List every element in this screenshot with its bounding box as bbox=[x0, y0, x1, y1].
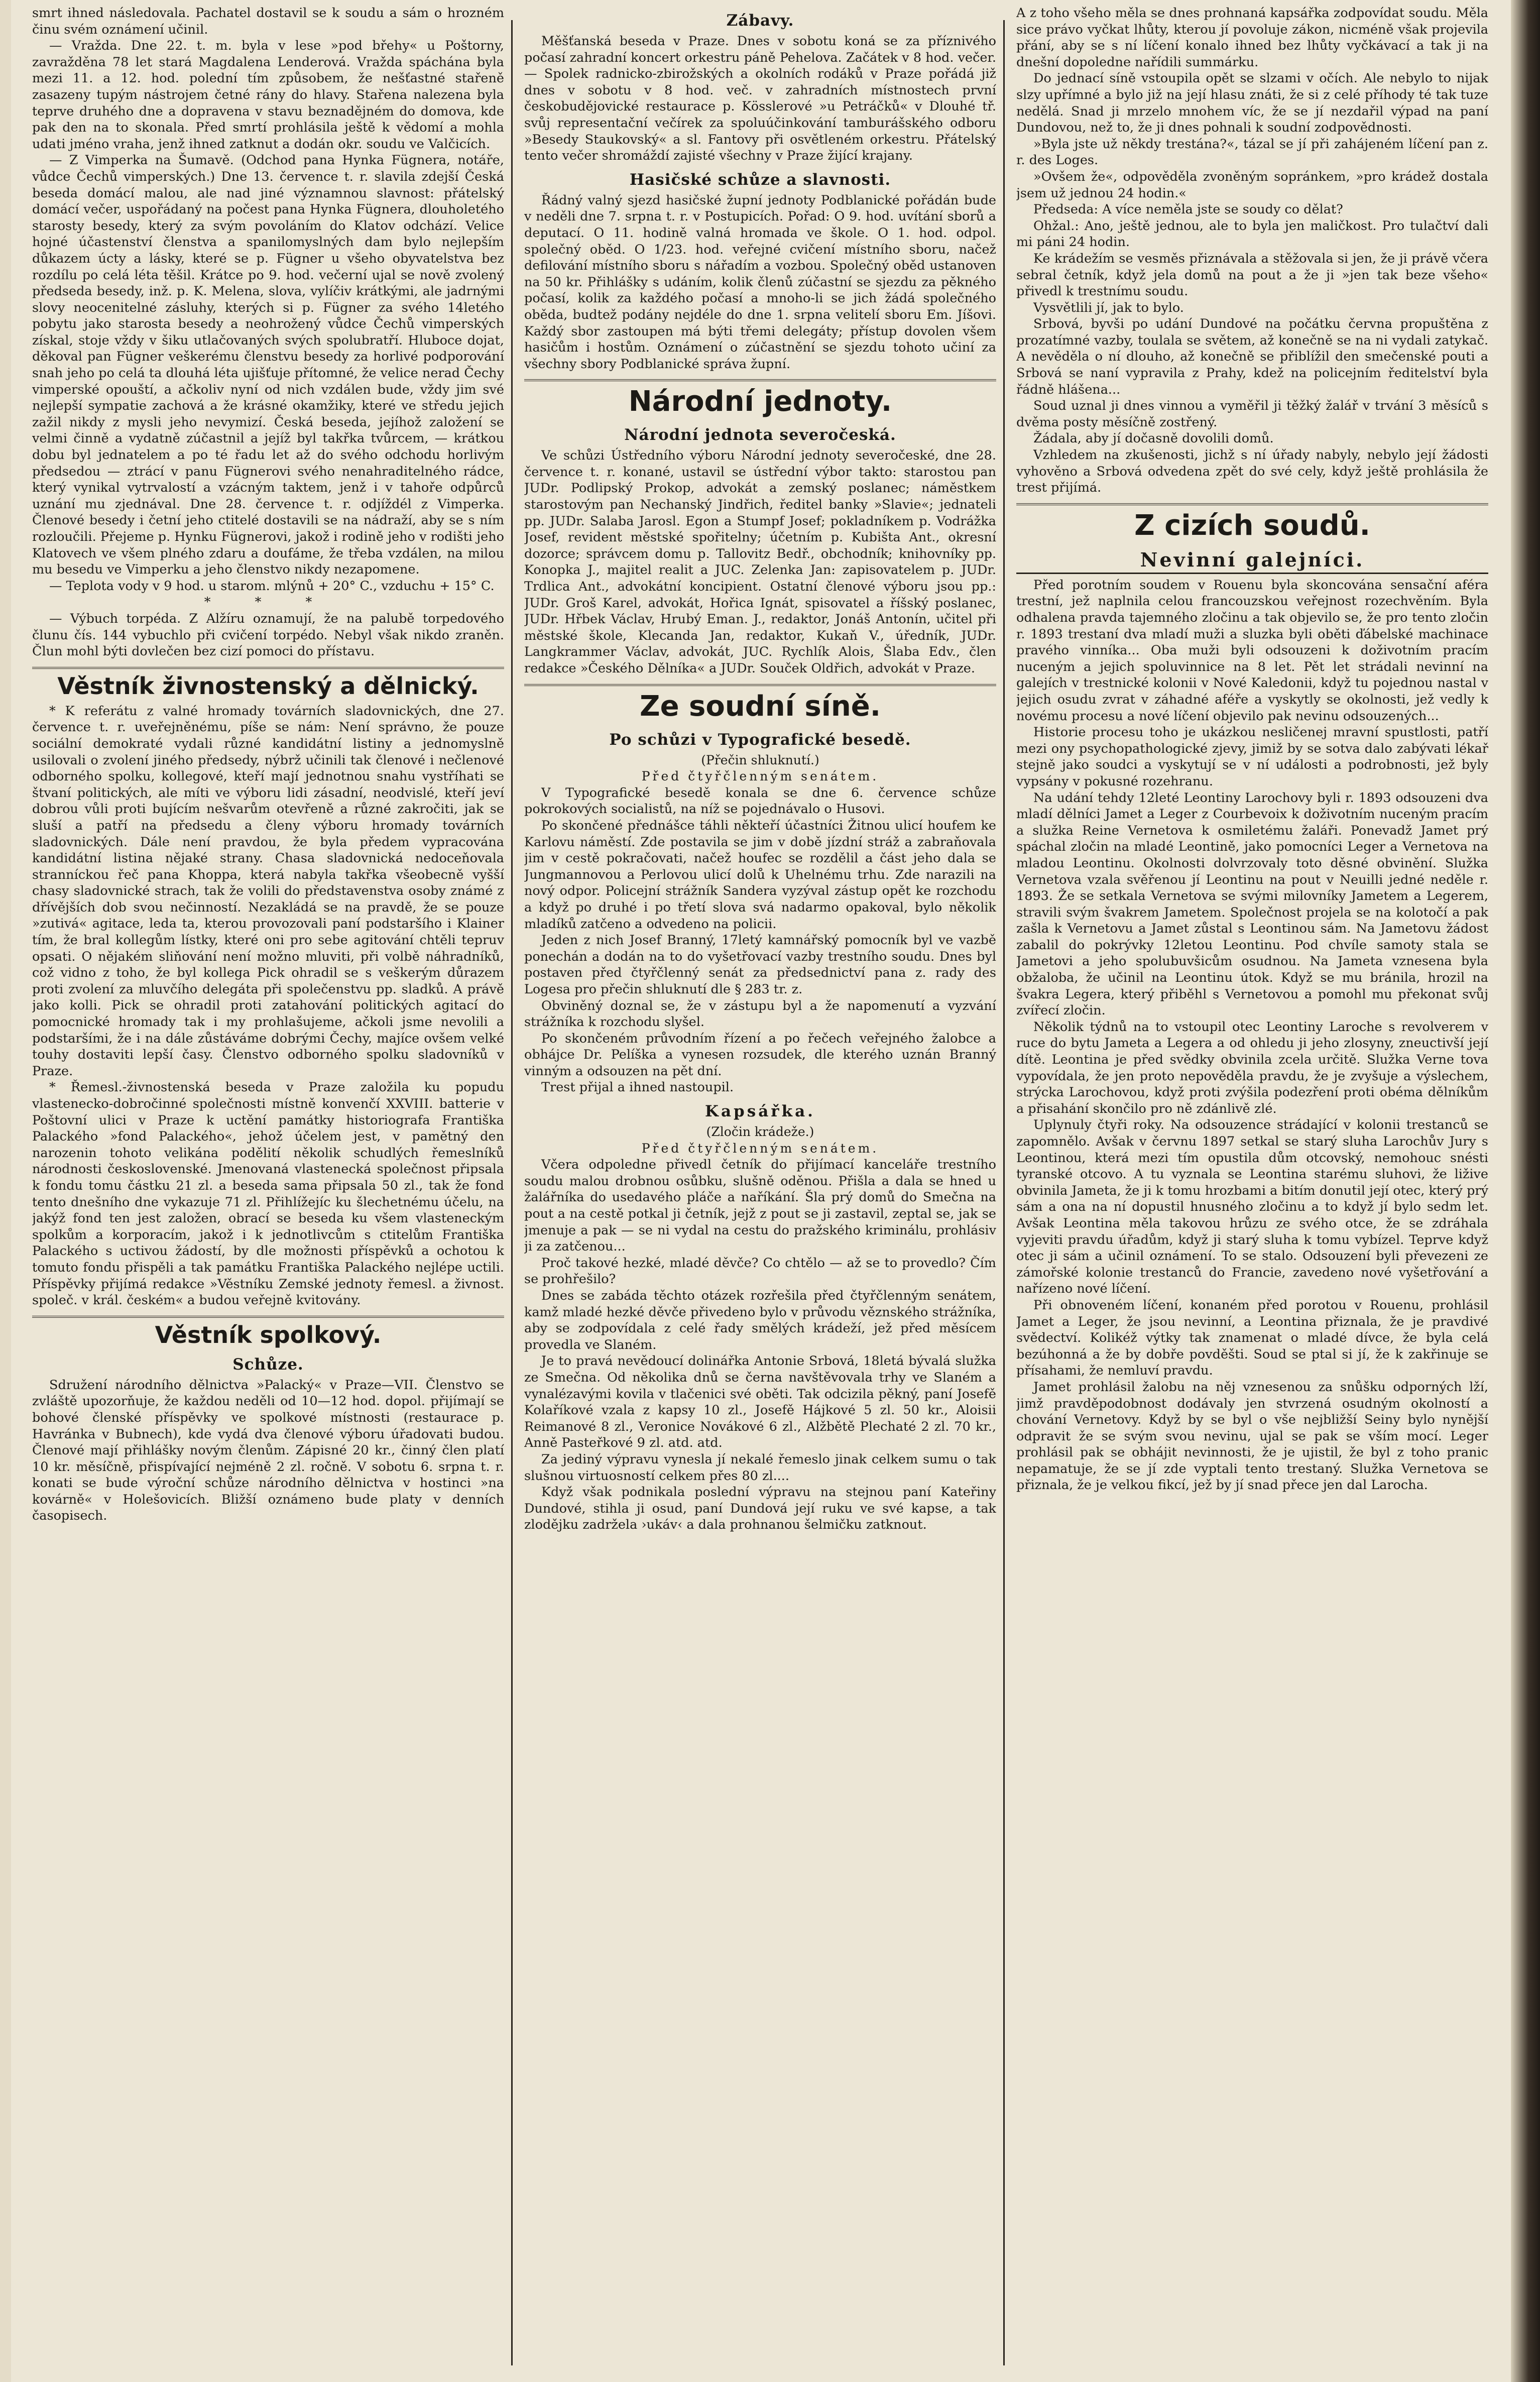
column-2 bbox=[524, 5, 996, 2373]
article-mestanska-beseda: Měšťanská beseda v Praze. Dnes v sobotu koná se za příznivého počasí zahradní koncert orkestru páně Pehelova. Začátek v 8 hod. večer. — Spolek radnicko-zbirožských a okolních rodáků v Praze pořádá již dnes v sobotu v 8 hod. več. v zahradních místnostech první českobudějovické restaurace p. Kösslerové »u Petráčků« v Dlouhé tř. svůj representační večírek za spoluúčinkování tamburášského odboru »Besedy Staukovský« a sl. Fantovy při osvětleném orkestru. Přátelský tento večer shromáždí zajisté všechny v Praze žijící krajany. bbox=[524, 34, 996, 164]
article-paragraph: Několik týdnů na to vstoupil otec Leontiny Laroche s revolverem v ruce do bytu Jameta a Legera a od ohledu ji jeho zlosyny, zneuctivší její dítě. Leontina je před svědky obvinila zcela určitě. Služka Verne tova vypovídala, že jen proto nepověděla pravdu, že je zvyšuje a výslechem, strýcka Larochovou, když proti zvýšila podezření proti obéma dělníkům a přisahání skončilo pro ně zdánlivě zlé. bbox=[1016, 1019, 1488, 1116]
court-paragraph: Žádala, aby jí dočasně dovolili domů. bbox=[1033, 431, 1274, 446]
court-paragraph: Dnes se zabáda těchto otázek rozřešila před čtyřčlenným senátem, kamž mladé hezké děvče přivedeno bylo v průvodu věznského strážníka, aby se zodpovídala z celé řady smělých krádeží, jež před měsícem provedla ve Slaném. bbox=[524, 1288, 996, 1352]
subtitle-nevinni-galejnici: Nevinní galejníci. bbox=[1016, 547, 1488, 574]
court-paragraph: Ke krádežím se vesměs přiznávala a stěžovala si jen, že ji právě včera sebral četník, když jela domů na pout a že ji »jen tak beze všeho« přivedl k trestnímu soudu. bbox=[1016, 251, 1488, 299]
section-title-cizi-soudy: Z cizích soudů. bbox=[1016, 503, 1488, 543]
court-paragraph: A z toho všeho měla se dnes prohnaná kapsářka zodpovídat soudu. Měla sice právo vyčkat lhůty, kterou jí povoluje zákon, nicméně však projevila přání, aby se s ní líčení konalo ihned bez lhůty vyčkávací a tak ji na dnešní dopoledne nařídili summárku. bbox=[1016, 6, 1488, 70]
section-title-vestnik-zivnostensky: Věstník živnostenský a dělnický. bbox=[32, 667, 504, 700]
article-hasici: Řádný valný sjezd hasičské župní jednoty Podblanické pořádán bude v neděli dne 7. srpna t. r. v Postupicích. Pořad: O 9. hod. uvítání sborů a deputací. O 11. hodině valná hromada ve škole. O 1. hod. odpol. společný oběd. O 1/23. hod. veřejné cvičení místního sboru, načež defilování místního sboru s nářadím a vozbou. Společný oběd ustanoven na 50 kr. Přihlášky s udáním, kolik členů zúčastní se sjezdu za pěkného počasí, kolik za každého počasí a mnoho-li se jich žádá společného oběda, budtež podány nejdéle do dne 1. srpna velitelí sboru Em. Jíšovi. Každý sbor zastoupen má býti třemi delegáty; přístup dovolen všem hasičům i hostům. Oznámení o zúčastnění se sjezdu tohoto učiní za všechny sbory Podblanické správa župní. bbox=[524, 192, 996, 372]
column-1 bbox=[32, 5, 504, 2373]
senate-label: Před čtyřčlenným senátem. bbox=[641, 769, 879, 784]
book-spine-shadow bbox=[1511, 0, 1540, 2382]
article-continuation: smrt ihned následovala. Pachatel dostavil se k soudu a sám o hrozném činu svém oznámení učinil. bbox=[32, 6, 504, 37]
article-paragraph: Na udání tehdy 12leté Leontiny Larochovy byli r. 1893 odsouzeni dva mladí dělníci Jamet a Leger z Courbevoix k doživotním nuceným pracím a služka Reine Vernetova k osmiletému žaláři. Ponevadž Jamet prý spáchal zločin na mladé Leontině, jako pomocníci Leger a Vernetova na mladou Leontinu. Okolnosti dolvrzovaly toto děsné obvinění. Služka Vernetova vzala svěřenou jí Leontinu na pout v Neuilli jedné neděle r. 1893. Že se setkala Vernetova se svými milovníky Jametem a Legerem, stravili svým švakrem Jametem. Společnost projela se na kolotočí a pak zašla k Vernetovu a Jamet zůstal s Leontinou sám. Na Jametovu žádost zabalil do pokrývky 12letou Leontinu. Pod chvíle samoty stala se Jametovi a jeho spolubuvšicům osudnou. Na Jameta vznesena byla obžaloba, že učinil na Leontinu útok. Když se mu bránila, hrozil na švakra Legera, který přiběhl s Vernetovou a pomohl mu překonat svůj zvířecí zločin. bbox=[1016, 790, 1488, 1018]
subtitle-hasicske: Hasičské schůze a slavnosti. bbox=[629, 170, 891, 189]
section-title-narodni-jednoty: Národní jednoty. bbox=[524, 379, 996, 419]
column-divider bbox=[511, 20, 513, 2365]
news-murder: — Vražda. Dne 22. t. m. byla v lese »pod břehy« u Poštorny, zavražděna 78 let stará Magdalena Lenderová. Vražda spáchána byla mezi 11. a 12. hod. polední tím způsobem, že nešťastné stařeně zasazeny tupým nástrojem četné rány do hlavy. Stařena nalezena byla teprve druhého dne a dopravena v stavu beznadějném do domova, kde pak den na to skonala. Před smrtí prohlásila ještě k vědomí a mohla udati jméno vraha, jenž ihned zatknut a dodán okr. soudu ve Valčicích. bbox=[32, 38, 504, 152]
court-paragraph: Za jediný výpravu vynesla jí nekalé řemeslo jinak celkem sumu o tak slušnou virtuosností celkem přes 80 zl.... bbox=[524, 1451, 996, 1484]
news-torpedo: — Výbuch torpéda. Z Alžíru oznamují, že na palubě torpedového člunu čís. 144 vybuchlo při cvičení torpédo. Nebyl však nikdo zraněn. Člun mohl býti dovlečen bez cizí pomoci do přístavu. bbox=[32, 611, 504, 659]
subtitle-severoceska: Národní jednota severočeská. bbox=[624, 426, 896, 444]
senate-label: Před čtyřčlenným senátem. bbox=[641, 1141, 879, 1156]
article-paragraph: Při obnoveném líčení, konaném před porotou v Rouenu, prohlásil Jamet a Leger, že jsou nevinní, a Leontina přiznala, že je pravdivé svědectví. Kolikéž výtky tak znamenat o mladé dívce, že byla celá bezúhonná a že by dobře povděšti. Soud se ptal si jí, že k zakřinuje se přísahami, že nemluví pravdu. bbox=[1016, 1297, 1488, 1379]
subtitle-schuze: Schůze. bbox=[232, 1355, 304, 1374]
court-paragraph: Trest přijal a ihned nastoupil. bbox=[541, 1080, 734, 1095]
crime-label: (Zločin krádeže.) bbox=[706, 1124, 814, 1140]
court-paragraph: Proč takové hezké, mladé děvče? Co chtělo — až se to provedlo? Čím se prohřešilo? bbox=[524, 1255, 996, 1287]
court-paragraph: Když však podnikala poslední výpravu na stejnou paní Kateřiny Dundové, stihla ji osud, paní Dundová její ruku ve své kapse, a tak zlodějku zadržela ›ukáv‹ a dala prohnanou šelmičku zatknout. bbox=[524, 1485, 996, 1533]
court-paragraph: »Ovšem že«, odpověděla zvoněným sopránkem, »pro krádež dostala jsem už jednou 24 hodin.« bbox=[1016, 169, 1488, 201]
separator-stars: * * * bbox=[204, 595, 332, 610]
column-divider bbox=[1003, 20, 1005, 2365]
court-paragraph: Vysvětlili jí, jak to bylo. bbox=[1033, 300, 1184, 315]
water-temperature: — Teplota vody v 9 hod. u starom. mlýnů + 20° C., vzduchu + 15° C. bbox=[49, 578, 495, 594]
article-paragraph: Jamet prohlásil žalobu na něj vznesenou za snůšku odporných lží, jimž pravděpodobnost dodávaly jen stvrzená osudným okolností a chování Vernetovy. Když by se byl o vše nejbližší Seiny bylo nynější odpravit že se svým svou nevinu, ujal se pak se vším mocí. Leger prohlásil pak se obhájit nevinnosti, že je ujistil, že byl z toho pranic nepamatuje, že se jí zde vyptali tento trestaný. Služka Vernetova se přiznala, že je velkou fikcí, jež by jí snad přece jen dal Larocha. bbox=[1016, 1379, 1488, 1493]
article-sladovnici: * K referátu z valné hromady továrních sladovnických, dne 27. července t. r. uveřejněnému, píše se nám: Není správno, že pouze sociální demokraté vydali různé kandidátní listiny a jednomyslně usilovali o zvolení jiného předsedy, nýbrž učinili tak členové i nečlenové odborného spolku, kollegové, kteří mají jednotnou snahu vystříhati se štvaní politických, ale míti ve výboru lidi zásadní, neodvislé, kteří jeví dobrou vůli proti bujícím nešvarům otevřeně a různé zakročiti, jak se sluší a patří na předsedu a členy výboru hromady továrních sladovnických. Dále není pravdou, že byla předem vypracována kandidátní listina nějaké strany. Chasa sladovnická nedoceňovala stranníckou řeč pana Khoppa, která nabyla takřka všeobecně vyšší chasy sladovnické strach, tak že volili do představenstva osoby známé z dřívějších dob svou nečinností. Nezakládá se na pravdě, že se pouze »zutivá« agitace, leda ta, kterou provozovali paní podstaršího i Klainer tím, že bral kollegům lístky, které oni pro sebe agitování chtěli tepruv opsati. O nějakém sliňování není možno mluviti, při volbě náhradníků, což vidno z toho, že byl kollega Pick ohradil se s veškerým důrazem proti zvolení za mluvčího delegáta při společenstvu pp. sladků. A právě jako kolli. Pick se ohradil proti zatahování politických agitací do pomocnické hromady tak i my prohlašujeme, ačkoli jsme nevolili a podstaršími, že i na dále zůstáváme dobrými Čechy, majíce ovšem velké touhy dostaviti lepší časy. Členstvo odborného spolku sladovníků v Praze. bbox=[32, 703, 504, 1079]
article-paragraph: Historie procesu toho je ukázkou nesličenej mravní spustlosti, patří mezi ony psychopathologické zjevy, jimiž by se sotva dalo zabývati lékař stejně jako soudci a vyskytují se v ní události a podrobnosti, jež byly vypsány v pokusné rozehranu. bbox=[1016, 725, 1488, 789]
section-title-vestnik-spolkovy: Věstník spolkový. bbox=[32, 1316, 504, 1349]
newspaper-page bbox=[11, 0, 1517, 2382]
court-paragraph: Vzhledem na zkušenosti, jichž s ní úřady nabyly, nebylo její žádosti vyhověno a Srbová odvedena zpět do své cely, když ještě prohlásila že trest přijímá. bbox=[1016, 447, 1488, 496]
court-paragraph: Po skončeném průvodním řízení a po řečech veřejného žalobce a obhájce Dr. Pelíška a vynesen rozsudek, dle kterého uznán Branný vinným a odsouzen na pět dní. bbox=[524, 1031, 996, 1079]
court-paragraph: V Typografické besedě konala se dne 6. července schůze pokrokových socialistů, na níž se pojednávalo o Husovi. bbox=[524, 785, 996, 817]
court-paragraph: Soud uznal ji dnes vinnou a vyměřil ji těžký žalář v trvání 3 měsíců s dvěma posty měsíčně zostřený. bbox=[1016, 398, 1488, 430]
section-title-soudni-sin: Ze soudní síně. bbox=[524, 684, 996, 724]
court-paragraph: Je to pravá nevědoucí dolinářka Antonie Srbová, 18letá bývalá služka ze Smečna. Od několika dnů se černa navštěvovala trhy ve Slaném a vynalézavými kovila v tlačenici své oběti. Tak odcizila pěkný, paní Josefě Kolaříkové vzala z kapsy 10 zl., Josefě Hájkové 5 zl. 50 kr., Aloisii Reimanové 8 zl., Veronice Novákové 6 zl., Alžbětě Plechaté 2 zl. 70 kr., Anně Pasteřkové 9 zl. atd. atd. bbox=[524, 1353, 996, 1451]
crime-label: (Přečin shluknutí.) bbox=[701, 752, 819, 767]
court-paragraph: Ohžal.: Ano, ještě jednou, ale to byla jen maličkost. Pro tulačtví dali mi páni 24 hodin. bbox=[1016, 218, 1488, 250]
court-paragraph: Do jednací síně vstoupila opět se slzami v očích. Ale nebylo to nijak slzy upřímné a bylo již na její hlasu znáti, že si z celé příhody té tak tuze nedělá. Snad ji mrzelo mnohem víc, že se jí nezdařil výpad na paní Dundovou, než to, že ji dnes pohnali k soudní zodpovědnosti. bbox=[1016, 71, 1488, 136]
article-palacky: Sdružení národního dělnictva »Palacký« v Praze—VII. Členstvo se zvláště upozorňuje, že každou neděli od 10—12 hod. dopol. přijímají se bohové členské příspěvky ve spolkové místnosti (restaurace p. Havránka v Bubnech), kde vydá dva členové výboru úřadovati budou. Členové mají přihlášky novým členům. Zápisné 20 kr., činný člen platí 10 kr. měsíčně, přispívající nejméně 2 zl. ročně. V sobotu 6. srpna t. r. konati se bude výroční schůze národního dělnictva v hostinci »na kovárně« v Holešovicích. Bližší oznámeno bude platy v denních časopisech. bbox=[32, 1377, 504, 1524]
court-paragraph: Předseda: A více neměla jste se soudy co dělat? bbox=[1033, 202, 1343, 217]
court-paragraph: Jeden z nich Josef Branný, 17letý kamnářský pomocník byl ve vazbě ponechán a dodán na to do vyšetřovací vazby trestního soudu. Dnes byl postaven před čtyřčlenný senát za předsednictví pana z. rady des Logesa pro přečin shluknutí dle § 283 tr. z. bbox=[524, 933, 996, 997]
court-paragraph: Srbová, byvši po udání Dundové na počátku června propuštěna z prozatímné vazby, toulala se světem, až konečně se na ni vydali zatykač. A nevěděla o ní dlouho, až konečně se přiblížil den smečenské pouti a Srbová se naní vypravila z Prahy, kdež na policejním ředitelství byla řádně hlášena... bbox=[1016, 316, 1488, 397]
court-paragraph: »Byla jste už někdy trestána?«, tázal se jí při zahájeném líčení pan z. r. des Loges. bbox=[1016, 136, 1488, 168]
article-severoceska: Ve schůzi Ústředního výboru Národní jednoty severočeské, dne 28. července t. r. konané, ustavil se ústřední výbor takto: starostou pan JUDr. Podlipský Prokop, advokát a zemský poslanec; náměstkem starostovým pan Nechanský Jindřich, ředitel banky »Slavie«; jednateli pp. JUDr. Salaba Jarosl. Egon a Stumpf Josef; pokladníkem p. Vodrážka Josef, revident městské spořitelny; účetním p. Kubišta Ant., okresní dozorce; správcem domu p. Tallovitz Bedř., obchodník; knihovníky pp. Konopka J., majitel realit a JUC. Zelenka Jan: zapisovatelem p. JUDr. Trdlica Ant., advokátní koncipient. Ostatní členové výboru jsou pp.: JUDr. Groš Karel, advokát, Hořica Ignát, spisovatel a říšský poslanec, JUDr. Hřbek Václav, Hrubý Eman. J., redaktor, Jonáš Antonín, učitel při městské škole, Klecanda Jan, redaktor, Kukaň V., úředník, JUDr. Langkrammer Václav, advokát, JUC. Rychlík Alois, Šlaba Edv., člen redakce »Českého Dělníka« a JUDr. Souček Oldřich, advokát v Praze. bbox=[524, 448, 996, 676]
subtitle-typograficka-beseda: Po schůzi v Typografické besedě. bbox=[609, 730, 911, 749]
subtitle-zabavy: Zábavy. bbox=[726, 12, 794, 30]
column-3 bbox=[1016, 5, 1488, 2373]
court-paragraph: Včera odpoledne přivedl četník do přijímací kanceláře trestního soudu malou drobnou osůbku, slušně oděnou. Přišla a dala se hned u žalářníka do usedavého pláče a naříkání. Šla prý domů do Smečna na pout a na cestě potkal ji četník, jejž z pout se ji zastavil, zeptal se, jak se jmenuje a pak — se ni vydal na cestu do pražského kriminálu, prohlásiv ji za zatčenou... bbox=[524, 1157, 996, 1255]
court-paragraph: Po skončené přednášce táhli někteří účastníci Žitnou ulicí houfem ke Karlovu náměstí. Zde postavila se jim v době jízdní stráž a zabraňovala jim v cestě pokračovati, načež houfec se rozdělil a část jeho dala se Jungmannovou a Perlovou ulicí dolů k Uhelnému trhu. Zde narazili na nový odpor. Policejní strážník Sandera vyzýval zástup opět ke rozchodu a když po druhé i po třetí slova svá nadarmo opakoval, bylo několik mladíků zatčeno a odvedeno na policii. bbox=[524, 818, 996, 932]
article-paragraph: Uplynuly čtyři roky. Na odsouzence strádající v kolonii trestanců se zapomnělo. Avšak v červnu 1897 setkal se starý sluha Larochův Jury s Leontinou, která mezi tím opustila dům otcovský, nemohouc snésti tyranské otcovo. A tu vyznala se Leontina starému sluhovi, že ližive obvinila Jameta, že ji k tomu hrozbami a bitím donutil její otec, který prý sám a ona na ní dopustil hnusného zločinu a to když jí bylo sedm let. Avšak Leontina měla takovou hrůzu ze svého otce, že se zdráhala vyjeviti pravdu úřadům, když ji starý sluha k tomu vybízel. Teprve když otec ji sám a učinil oznámení. To se stalo. Odsouzení byli převezeni ze zámořské kolonie trestanců do Francie, zavedeno nové vyšetřování a nařízeno nové líčení. bbox=[1016, 1117, 1488, 1297]
subtitle-kapsarka: Kapsářka. bbox=[705, 1102, 815, 1121]
article-remeslna-beseda: * Řemesl.-živnostenská beseda v Praze založila ku popudu vlastenecko-dobročinné společnosti místně konvenčí XXVIII. batterie v Poštovní ulici v Praze k uctění památky historiografa Františka Palackého »fond Palackého«, jehož účelem jest, v pamětný den narozenin tohoto velikána podělití několik schudlých řemeslníků národnosti československé. Jmenovaná vlastenecká společnost připsala k fondu tomu částku 21 zl. a beseda sama připsala 50 zl., tak že fond tento dnešního dne vykazuje 71 zl. Přihlížejíc ku šlechetnému účelu, na jakýž fond ten jest založen, obrací se beseda ku všem vlasteneckým spolkům a korporacím, jakož i k jednotlivcům s ctitelům Františka Palackého s uctivou žádostí, by dle možnosti příspěvků a ochotou k tomuto fondu přispěli a tak památku Františka Palackého nejlépe uctili. Příspěvky přijímá redakce »Věstníku Zemské jednoty řemesl. a živnost. společ. v král. českém« a budou veřejně kvitovány. bbox=[32, 1080, 504, 1308]
court-paragraph: Obviněný doznal se, že v zástupu byl a že napomenutí a vyzvání strážníka k rozchodu slyšel. bbox=[524, 998, 996, 1030]
article-paragraph: Před porotním soudem v Rouenu byla skoncována sensační aféra trestní, jež naplnila celou francouzskou veřejnost rozechvěním. Byla odhalena pravda tajemného zločinu a tak objevilo se, že pro tento zločin r. 1893 trestaní dva mladí muži a sluzka byli oběti ďábelské machinace pravého vinníka... Oba muži byli odsouzeni k doživotním pracím nuceným a jejich spoluvinnice na 8 let. Pět let strádali nevinní na galejích v trestnické kolonii v Nové Kaledonii, když tu pojednou nastal v jejich osudu zvrat v záhadné aféře a vyskytly se okolnosti, jež vedly k novému procesu a nové líčení objevilo pak nevinu odsouzených... bbox=[1016, 577, 1488, 724]
news-vimperk: — Z Vimperka na Šumavě. (Odchod pana Hynka Fügnera, notáře, vůdce Čechů vimperských.) Dne 13. července t. r. slavila zdejší Česká beseda domácí malou, ale nad jiné významnou slavnost: přátelský domácí večer, uspořádaný na počest pana Hynka Fügnera, dlouholetého starosty besedy, který za svým povoláním do Klatov odchází. Velice hojné účastenství členstva a spanilomyslných dam bylo nejlepším důkazem úcty a lásky, které se p. Fügner u všeho obyvatelstva bez rozdílu po celá léta těšil. Krátce po 9. hod. večerní ujal se nově zvolený předseda besedy, inž. p. K. Melena, slova, vylíčiv krátkými, ale jadrnými slovy neocenitelné zásluhy, kterých si p. Fügner za svého 14letého pobytu jako starosta besedy a neohrožený vůdce Čechů vimperských získal, stoje vždy v šiku utlačovaných svých spolubratří. Hluboce dojat, děkoval pan Fügner veškerému členstvu besedy za horlivé podporování snah jeho po celá ta dlouhá léta ujišťuje přítomné, že velice nerad Čechy vimperské opouští, a ačkoliv nyní od nich vzdálen bude, vždy jim své nejlepší sympatie zachová a že krásné okamžiky, které ve středu jejich zažil nikdy z mysli jeho nevymizí. Česká beseda, jejíhož založení se velmi činně a vydatně zúčastnil a jejíž byl takřka tvůrcem, — krátkou dobu byl jednatelem a po té řadu let až do svého odchodu horlivým předsedou — ztrácí v panu Fügnerovi svého nenahraditelného rádce, který vynikal vytrvalostí a vzácným taktem, jenž i v tahoře odpůrců uznání mu zjednával. Dne 28. července t. r. odjíždél z Vimperka. Členové besedy i četní jeho ctitelé dostavili se na nádraží, aby se s ním rozloučili. Přejeme p. Hynku Fügnerovi, jakož i rodině jeho v rodišti jeho Klatovech ve všem plného zdaru a doufáme, že třeba vzdálen, na milou mu besedu ve Vimperku a jeho členstvo nikdy nezapomene. bbox=[32, 153, 504, 578]
